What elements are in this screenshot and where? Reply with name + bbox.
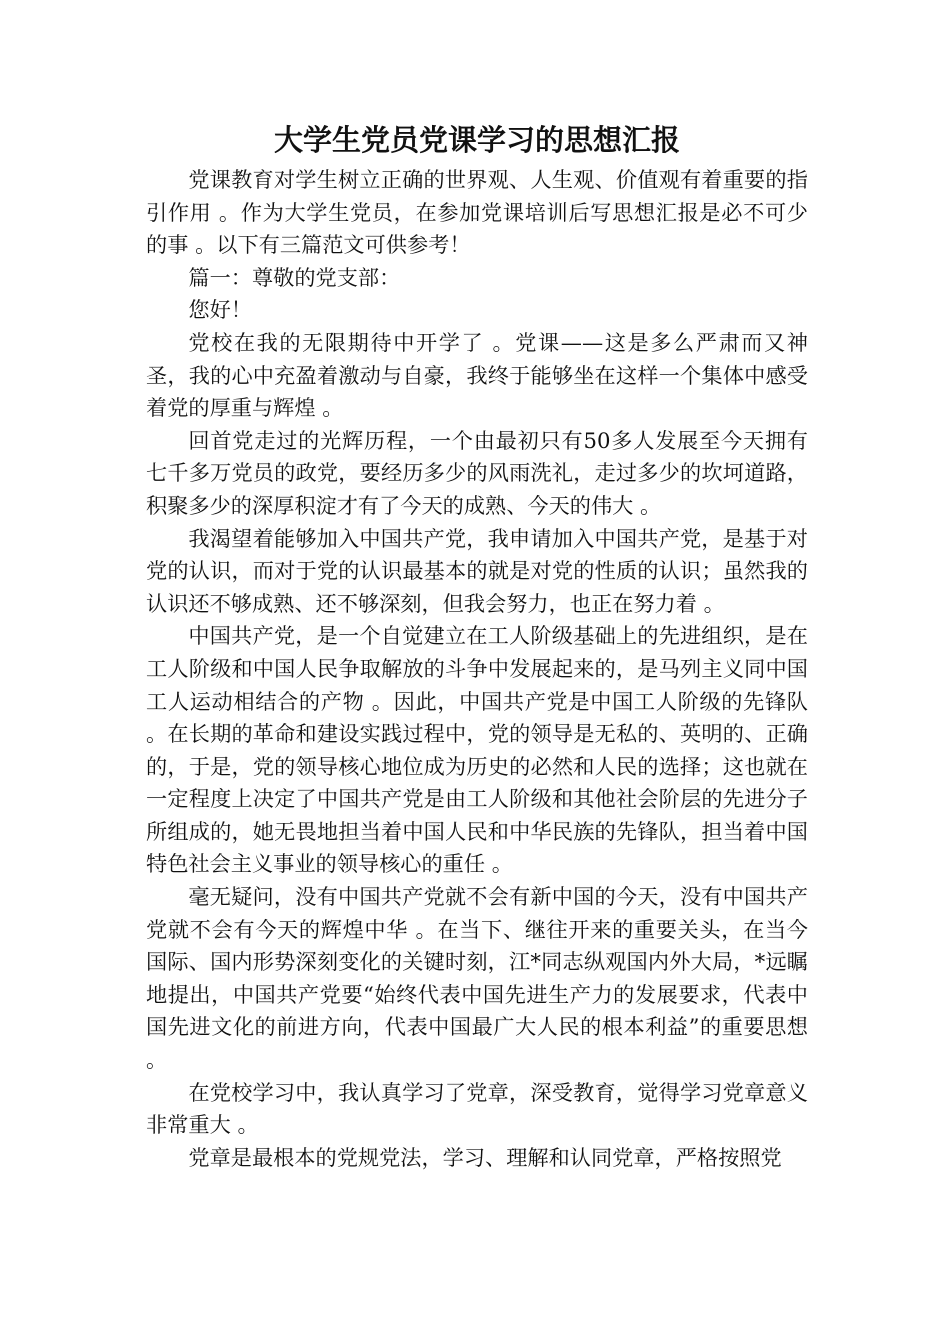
document-body [146, 118, 808, 1174]
paragraph-body: 党章是最根本的党规党法，学习、理解和认同党章，严格按照党 [188, 1144, 782, 1170]
paragraph-intro: 党课教育对学生树立正确的世界观、人生观、价值观有着重要的指引作用 。作为大学生党员，在参加党课培训后写思想汇报是必不可少的事 。以下有三篇范文可供参考！ [146, 167, 808, 258]
paragraph-body: 党校在我的无限期待中开学了 。党课——这是多么严肃而又神圣，我的心中充盈着激动与自豪，我终于能够坐在这样一个集体中感受着党的厚重与辉煌 。 [146, 329, 808, 421]
paragraph-body: 在党校学习中，我认真学习了党章，深受教育，觉得学习党章意义非常重大 。 [146, 1079, 808, 1138]
document-title: 大学生党员党课学习的思想汇报 [273, 123, 680, 157]
paragraph-body: 中国共产党，是一个自觉建立在工人阶级基础上的先进组织，是在工人阶级和中国人民争取解放的斗争中发展起来的，是马列主义同中国工人运动相结合的产物 。因此，中国共产党是中国工人阶级的先锋队 。在长期的革命和建设实践过程中，党的领导是无私的、英明的、正确的，于是，党的领导核心地位成为历史的必然和人民的选择；这也就在一定程度上决定了中国共产党是由工人阶级和其他社会阶层的先进分子所组成的，她无畏地担当着中国人民和中华民族的先锋队，担当着中国特色社会主义事业的领导核心的重任 。 [146, 623, 808, 877]
paragraph-body: 毫无疑问，没有中国共产党就不会有新中国的今天，没有中国共产党就不会有今天的辉煌中华 。在当下、继往开来的重要关头，在当今国际、国内形势深刻变化的关键时刻，江*同志纵观国内外大局，*远瞩地提出，中国共产党要“始终代表中国先进生产力的发展要求，代表中国先进文化的前进方向，代表中国最广大人民的根本利益”的重要思想 。 [146, 884, 808, 1073]
paragraph-greeting: 您好！ [188, 297, 252, 323]
paragraph-salutation: 篇一：尊敬的党支部： [188, 264, 401, 290]
paragraph-body: 回首党走过的光辉历程，一个由最初只有50多人发展至今天拥有七千多万党员的政党，要经历多少的风雨洗礼，走过多少的坎坷道路，积聚多少的深厚积淀才有了今天的成熟、今天的伟大 。 [146, 427, 808, 518]
paragraph-body: 我渴望着能够加入中国共产党，我申请加入中国共产党，是基于对党的认识，而对于党的认识最基本的就是对党的性质的认识；虽然我的认识还不够成熟、还不够深刻，但我会努力，也正在努力着 。 [146, 525, 808, 616]
